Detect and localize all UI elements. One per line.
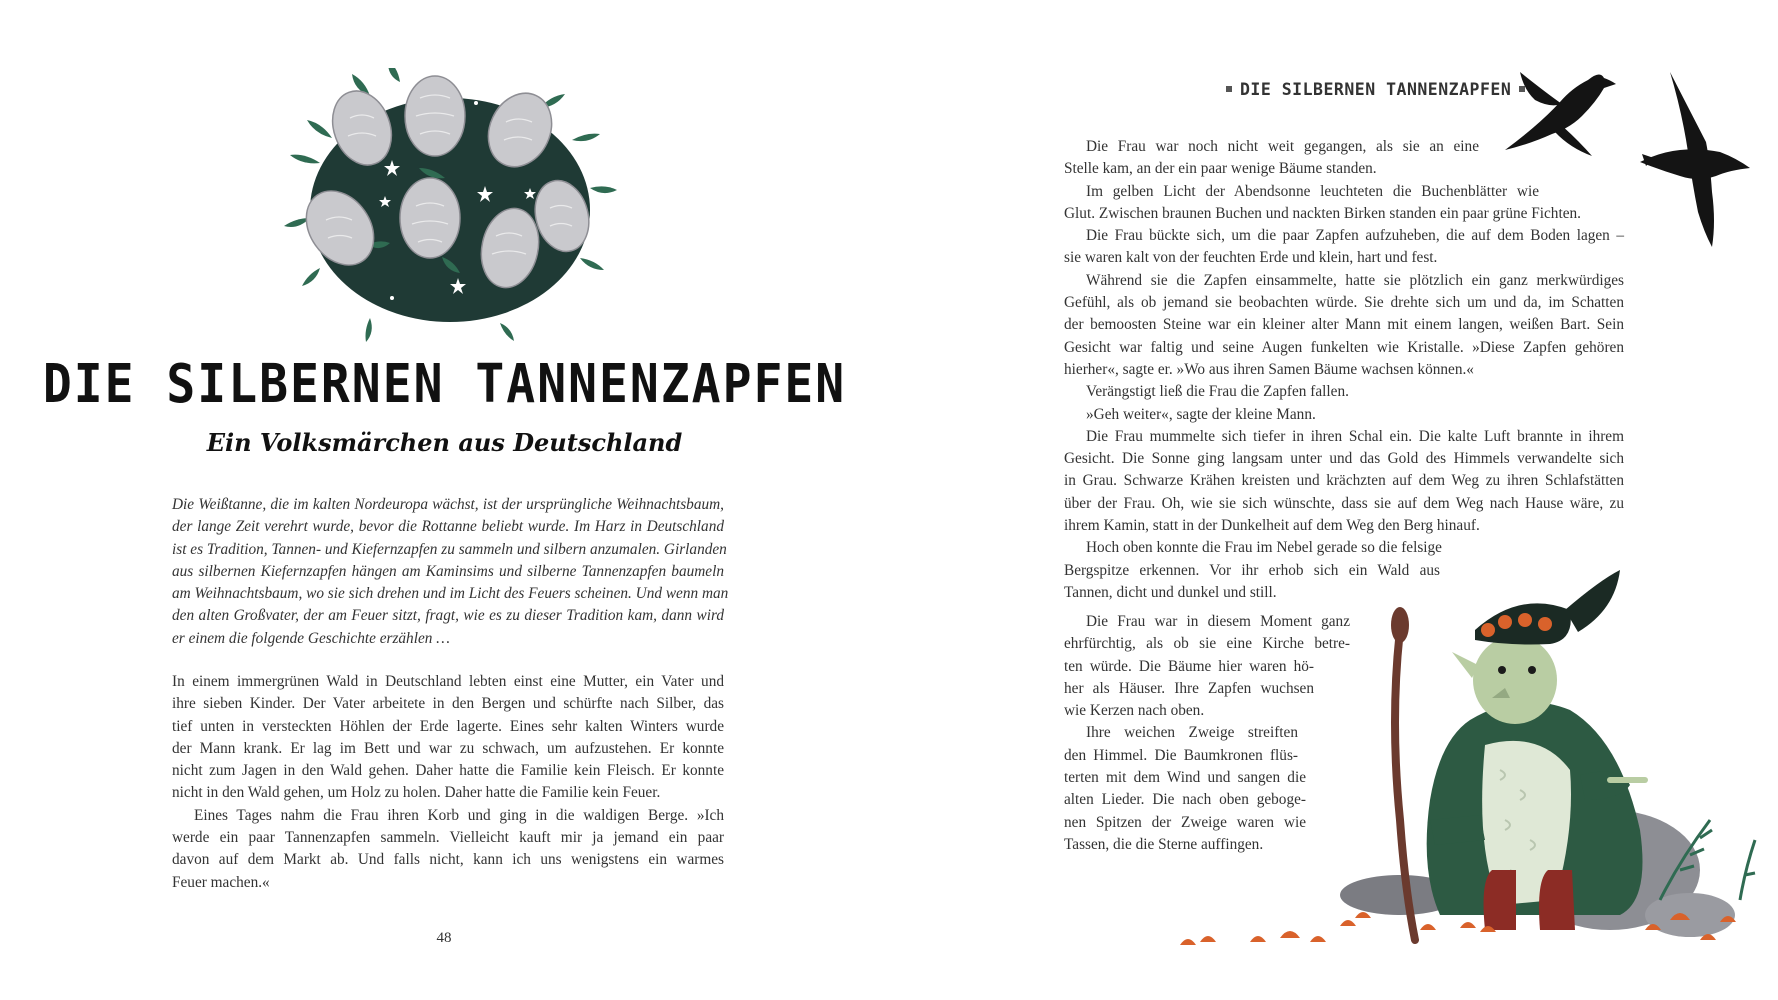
text-line: Die Weißtanne, die im kalten Nordeuropa wächst, ist der ursprüngliche Weihnachtsbaum, xyxy=(172,496,724,513)
text-line: Die Frau war in diesem Moment ganz xyxy=(1086,613,1350,630)
text-line: Ihre weichen Zweige streiften xyxy=(1086,724,1298,742)
text-line: ten würde. Die Bäume hier waren hö- xyxy=(1064,657,1314,675)
text-line: ihre sieben Kinder. Der Vater arbeitete in den Bergen und schürfte nach Silber, das xyxy=(172,695,724,713)
text-line: In einem immergrünen Wald in Deutschland lebten einst eine Mutter, ein Vater und xyxy=(172,673,724,690)
text-line: in Grau. Schwarze Krähen kreisten und krächzten auf dem Weg zu ihren Schlafstätten xyxy=(1064,472,1624,490)
story-text-left xyxy=(172,671,724,894)
text-line: Tannen, dicht und dunkel und still. xyxy=(1064,583,1277,601)
text-line: der Mann krank. Er lag im Bett und war zu schwach, um aufzustehen. Er konnte xyxy=(172,739,724,757)
text-line: hierher«, sagte er. »Wo aus ihren Samen Bäume wachsen können.« xyxy=(1064,360,1474,378)
text-line: nen Spitzen der Zweige waren wie xyxy=(1064,813,1306,831)
text-line: ist es Tradition, Tannen- und Kiefernzapfen zu sammeln und silbern anzumalen. Girlanden xyxy=(172,540,727,558)
text-line: den Himmel. Die Baumkronen flüs- xyxy=(1064,746,1298,764)
text-line: der lange Zeit verehrt wurde, bevor die Rottanne beliebt wurde. Im Harz in Deutschland xyxy=(172,518,724,536)
text-line: Stelle kam, an der ein paar wenige Bäume standen. xyxy=(1064,160,1377,178)
text-line: aus silbernen Kiefernzapfen hängen am Kaminsims und silberne Tannenzapfen baumeln xyxy=(172,562,724,580)
text-line: Die Frau bückte sich, um die paar Zapfen aufzuheben, die auf dem Boden lagen – xyxy=(1086,227,1624,245)
text-line: Hoch oben konnte die Frau im Nebel gerade so die felsige xyxy=(1086,539,1442,557)
gnome-illustration xyxy=(1100,570,1760,950)
text-line: ehrfürchtig, als ob sie eine Kirche betre- xyxy=(1064,635,1350,653)
crow-icon xyxy=(1640,72,1750,247)
text-line: Feuer machen.« xyxy=(172,873,270,891)
text-line: Die Frau mummelte sich tiefer in ihren Schal ein. Die kalte Luft brannte in ihrem xyxy=(1086,427,1624,445)
story-title: DIE SILBERNEN TANNENZAPFEN xyxy=(42,352,847,416)
text-line: Bergspitze erkennen. Vor ihr erhob sich ein Wald aus xyxy=(1064,561,1440,579)
text-line: nicht in den Wald gehen, um Holz zu holen. Daher hatte die Familie kein Feuer. xyxy=(172,784,661,802)
page-number: 48 xyxy=(436,930,452,946)
running-header xyxy=(1218,80,1533,99)
text-line: der bemoosten Steine war ein kleiner alter Mann mit einem langen, weißen Bart. Sein xyxy=(1064,316,1624,334)
story-subtitle: Ein Volksmärchen aus Deutschland xyxy=(206,428,683,457)
text-line: Glut. Zwischen braunen Buchen und nackten Birken standen ein paar grüne Fichten. xyxy=(1064,204,1581,222)
text-line: werde ein paar Tannenzapfen sammeln. Vielleicht kauft mir ja jemand ein paar xyxy=(172,829,724,847)
text-line: Tassen, die die Sterne auffingen. xyxy=(1064,835,1264,853)
text-line: Gesicht war faltig und seine Augen funkelten wie Kristalle. »Diese Zapfen gehören xyxy=(1064,338,1624,356)
text-line: den alten Großvater, der am Feuer sitzt, fragt, wie es zu dieser Tradition kam, dann wird xyxy=(172,607,724,625)
text-line: über der Frau. Oh, wie sie sich wünschte, dass sie auf dem Weg nach Hause wäre, zu xyxy=(1064,494,1624,512)
text-line: »Geh weiter«, sagte der kleine Mann. xyxy=(1086,405,1316,423)
text-line: er einem die folgende Geschichte erzählen … xyxy=(172,629,450,647)
running-header-text: DIE SILBERNEN TANNENZAPFEN xyxy=(1240,80,1512,99)
text-line: Eines Tages nahm die Frau ihren Korb und ging in die waldigen Berge. »Ich xyxy=(194,806,724,824)
text-line: Im gelben Licht der Abendsonne leuchteten die Buchenblätter wie xyxy=(1086,182,1539,200)
story-text-right-top xyxy=(1064,136,1624,604)
text-line: sie waren kalt von der feuchten Erde und klein, hart und fest. xyxy=(1064,249,1438,267)
text-line: nicht zum Jagen in den Wald gehen. Daher hatte die Familie kein Fleisch. Er konnte xyxy=(172,762,724,780)
text-line: terten mit dem Wind und sangen die xyxy=(1064,769,1306,787)
text-line: her als Häuser. Ihre Zapfen wuchsen xyxy=(1064,679,1314,697)
text-line: Gefühl, als ob jemand sie beobachten würde. Sie drehte sich um und da, im Schatten xyxy=(1064,294,1624,312)
text-line: am Weihnachtsbaum, wo sie sich drehen und im Licht des Feuers scheinen. Und wenn man xyxy=(172,585,729,603)
text-line: wie Kerzen nach oben. xyxy=(1064,702,1205,720)
text-line: Verängstigt ließ die Frau die Zapfen fallen. xyxy=(1086,383,1349,401)
text-line: ihrem Kamin, statt in der Dunkelheit auf dem Weg den Berg hinauf. xyxy=(1064,517,1480,535)
text-line: tief unten in versteckten Höhlen der Erde lagerte. Eines sehr kalten Winters wurde xyxy=(172,717,724,735)
text-line: davon auf dem Markt ab. Und falls nicht, kann ich uns wenigstens ein warmes xyxy=(172,851,724,869)
pinecone-medallion-illustration xyxy=(280,68,620,348)
bullet-icon xyxy=(1226,86,1232,92)
text-line: Die Frau war noch nicht weit gegangen, als sie an eine xyxy=(1086,138,1479,155)
text-line: Gesicht. Die Sonne ging langsam unter und das Gold des Himmels verwandelte sich xyxy=(1064,450,1624,468)
text-line: Während sie die Zapfen einsammelte, hatte sie plötzlich ein ganz merkwürdiges xyxy=(1086,271,1624,289)
text-line: alten Lieder. Die nach oben geboge- xyxy=(1064,791,1306,809)
intro-paragraph xyxy=(172,494,729,650)
